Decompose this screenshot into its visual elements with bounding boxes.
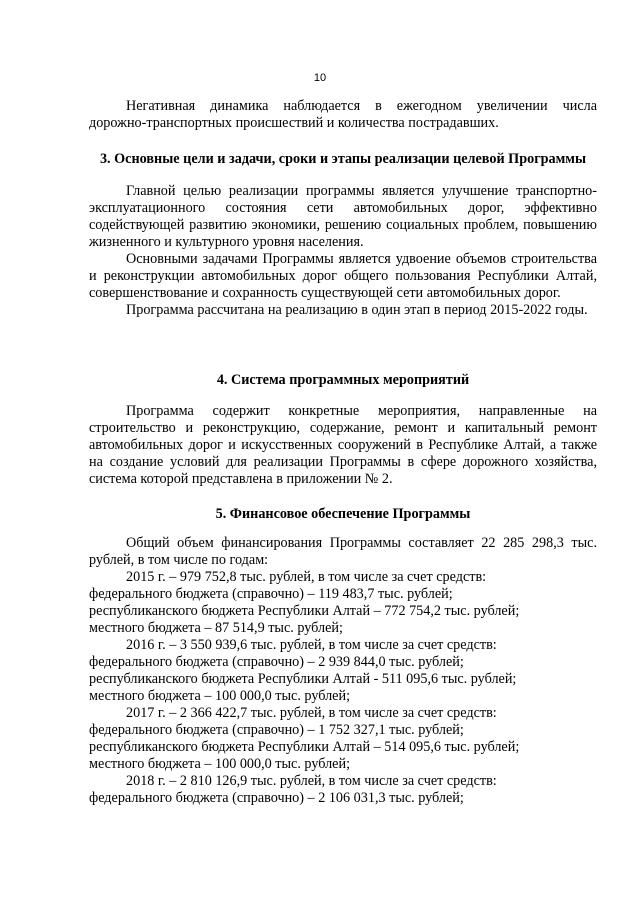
intro-paragraph: [89, 98, 597, 132]
year-2016-federal: федерального бюджета (справочно) – 2 939 844,0 тыс. рублей;: [89, 654, 464, 670]
intro-line-1: Негативная динамика наблюдается в ежегодном увеличении числа: [126, 98, 597, 114]
section-3-tasks: Основными задачами Программы является удвоение объемов строительства и реконструкции автомобильных дорог общего пользования Республики Алтай, совершенствование и сохранность существующей сети автомобильных дорог.: [89, 251, 597, 301]
year-2017-head: 2017 г. – 2 366 422,7 тыс. рублей, в том числе за счет средств:: [126, 705, 497, 721]
page-number: 10: [313, 72, 327, 84]
year-2016-head: 2016 г. – 3 550 939,6 тыс. рублей, в том числе за счет средств:: [126, 637, 497, 653]
year-2016-republic: республиканского бюджета Республики Алтай - 511 095,6 тыс. рублей;: [89, 671, 517, 687]
financing-total-line-1: Общий объем финансирования Программы составляет 22 285 298,3 тыс.: [126, 535, 597, 551]
section-4-text: Программа содержит конкретные мероприятия, направленные на строительство и реконструкцию, содержание, ремонт и капитальный ремонт автомобильных дорог и искусственных сооружений в Республике Алтай, а также на создание условий для реализации Программы в сфере дорожного хозяйства, система которой представлена в приложении № 2.: [89, 403, 597, 487]
year-2015-local: местного бюджета – 87 514,9 тыс. рублей;: [89, 620, 343, 636]
year-2015-republic: республиканского бюджета Республики Алтай – 772 754,2 тыс. рублей;: [89, 603, 520, 619]
year-2015-head: 2015 г. – 979 752,8 тыс. рублей, в том числе за счет средств:: [126, 569, 487, 585]
financing-total-line-2: рублей, в том числе по годам:: [89, 552, 269, 568]
year-2017-federal: федерального бюджета (справочно) – 1 752 327,1 тыс. рублей;: [89, 722, 464, 738]
section-3-heading: 3. Основные цели и задачи, сроки и этапы реализации целевой Программы: [99, 151, 587, 167]
year-2016-local: местного бюджета – 100 000,0 тыс. рублей;: [89, 688, 351, 704]
year-2017-republic: республиканского бюджета Республики Алтай – 514 095,6 тыс. рублей;: [89, 739, 520, 755]
intro-line-2: дорожно-транспортных происшествий и количества пострадавших.: [89, 115, 499, 131]
year-2015-federal: федерального бюджета (справочно) – 119 483,7 тыс. рублей;: [89, 586, 453, 602]
section-5-heading: 5. Финансовое обеспечение Программы: [215, 506, 471, 522]
section-5-body: [89, 535, 597, 807]
section-3-body: [89, 183, 597, 319]
section-4-heading: 4. Система программных мероприятий: [216, 372, 470, 388]
year-2017-local: местного бюджета – 100 000,0 тыс. рублей;: [89, 756, 351, 772]
year-2018-head: 2018 г. – 2 810 126,9 тыс. рублей, в том числе за счет средств:: [126, 773, 497, 789]
year-2018-federal: федерального бюджета (справочно) – 2 106 031,3 тыс. рублей;: [89, 790, 464, 806]
section-3-period: Программа рассчитана на реализацию в один этап в период 2015-2022 годы.: [126, 302, 588, 318]
section-3-goal: Главной целью реализации программы является улучшение транспортно-эксплуатационного состояния сети автомобильных дорог, эффективно содействующей развитию экономики, решению социальных проблем, повышению жизненного и культурного уровня населения.: [89, 183, 597, 250]
section-4-body: [89, 403, 597, 488]
